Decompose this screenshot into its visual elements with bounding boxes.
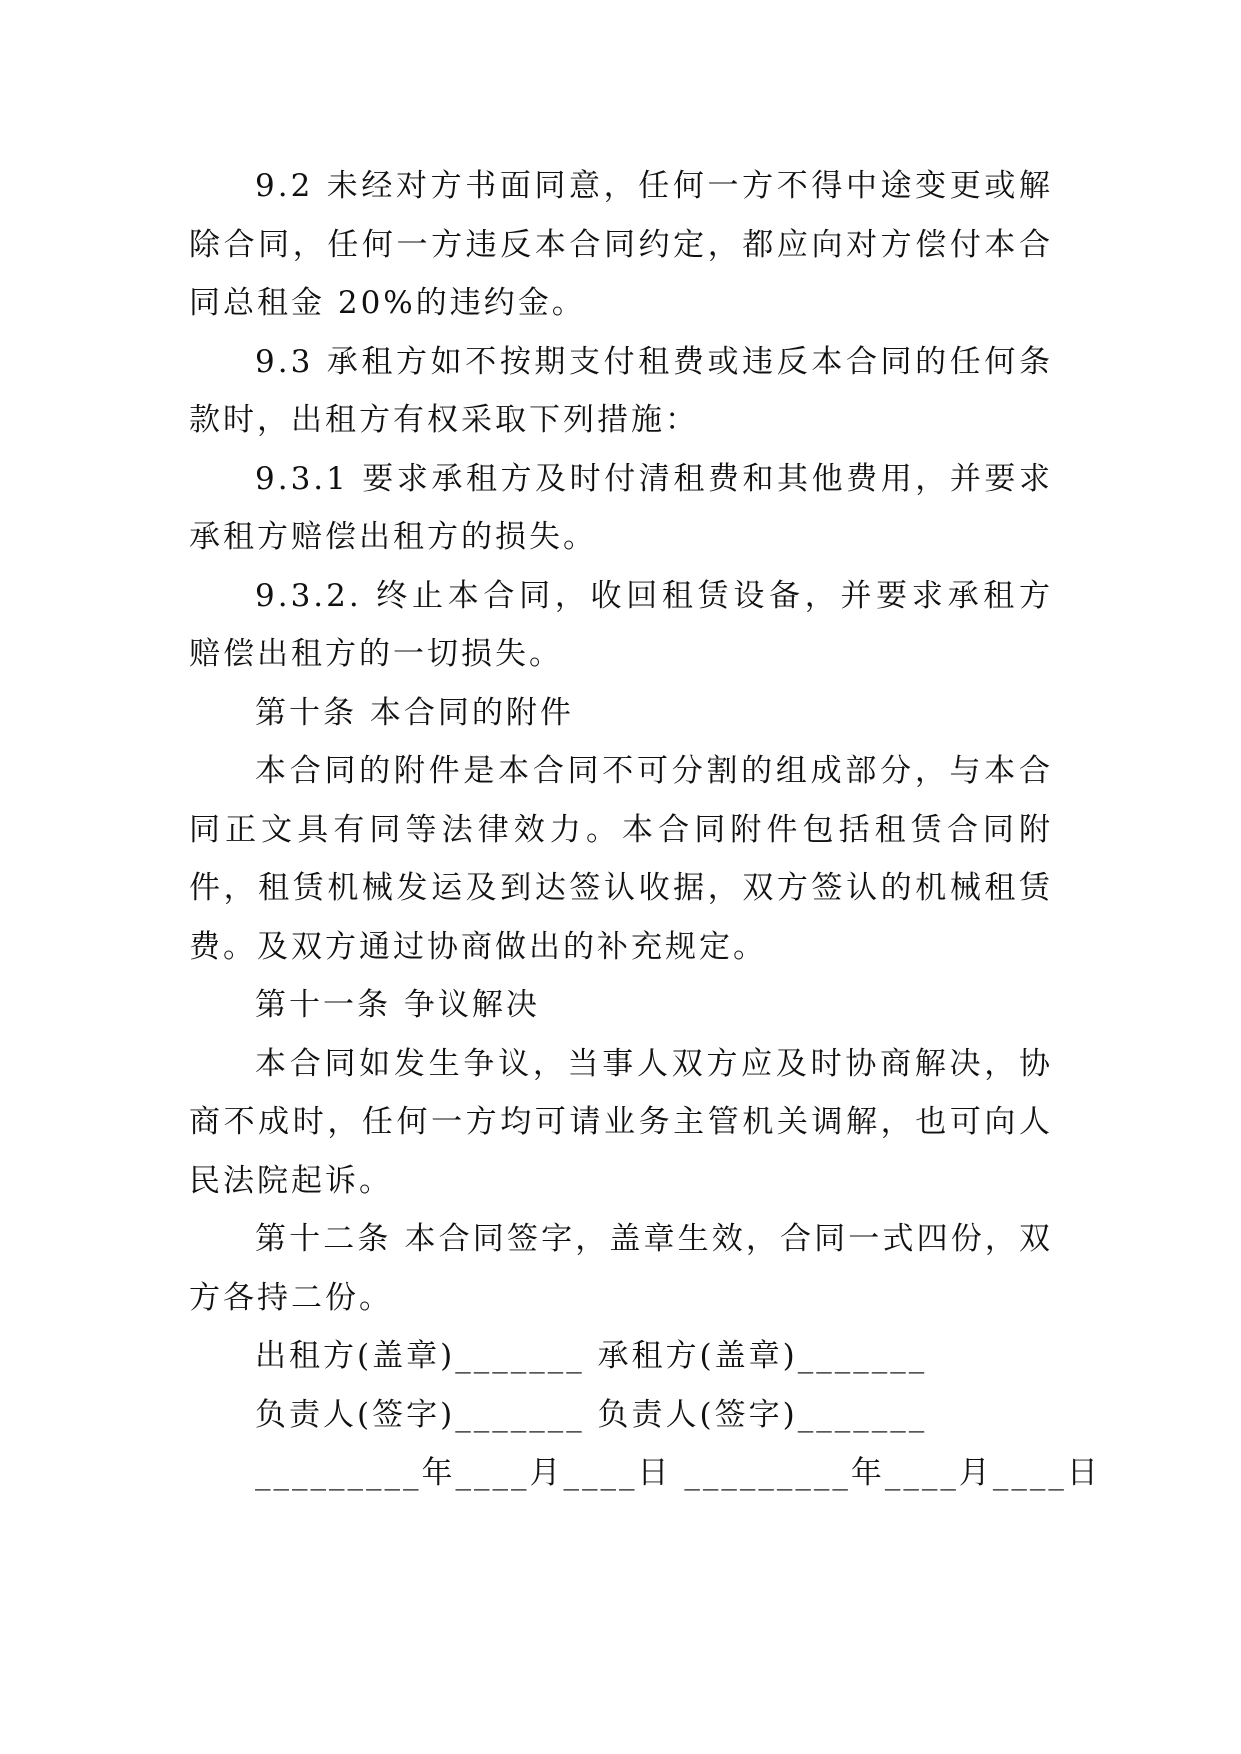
document-body — [189, 157, 1101, 1503]
article-11-body: 本合同如发生争议，当事人双方应及时协商解决，协商不成时，任何一方均可请业务主管机关调解，也可向人民法院起诉。 — [189, 1045, 1053, 1199]
article-10-body: 本合同的附件是本合同不可分割的组成部分，与本合同正文具有同等法律效力。本合同附件包括租赁合同附件，租赁机械发运及到达签认收据，双方签认的机械租赁费。及双方通过协商做出的补充规定。 — [189, 753, 1053, 965]
article-12-body: 第十二条 本合同签字，盖章生效，合同一式四份，双方各持二份。 — [189, 1221, 1053, 1316]
clause-9-3-1: 9.3.1 要求承租方及时付清租费和其他费用，并要求承租方赔偿出租方的损失。 — [189, 460, 1053, 555]
clause-9-2: 9.2 未经对方书面同意，任何一方不得中途变更或解除合同，任何一方违反本合同约定，都应向对方偿付本合同总租金 20%的违约金。 — [189, 168, 1053, 321]
article-11-heading: 第十一条 争议解决 — [255, 987, 540, 1023]
clause-9-3-2: 9.3.2. 终止本合同，收回租赁设备，并要求承租方赔偿出租方的一切损失。 — [189, 577, 1053, 672]
clause-9-3: 9.3 承租方如不按期支付租费或违反本合同的任何条款时，出租方有权采取下列措施： — [189, 343, 1053, 438]
signature-seal-line: 出租方(盖章)_______ 承租方(盖章)_______ — [255, 1338, 928, 1374]
article-10-heading: 第十条 本合同的附件 — [255, 694, 574, 731]
signature-date-line: _________年____月____日 _________年____月____日 — [255, 1455, 1101, 1491]
signature-person-line: 负责人(签字)_______ 负责人(签字)_______ — [255, 1396, 928, 1433]
